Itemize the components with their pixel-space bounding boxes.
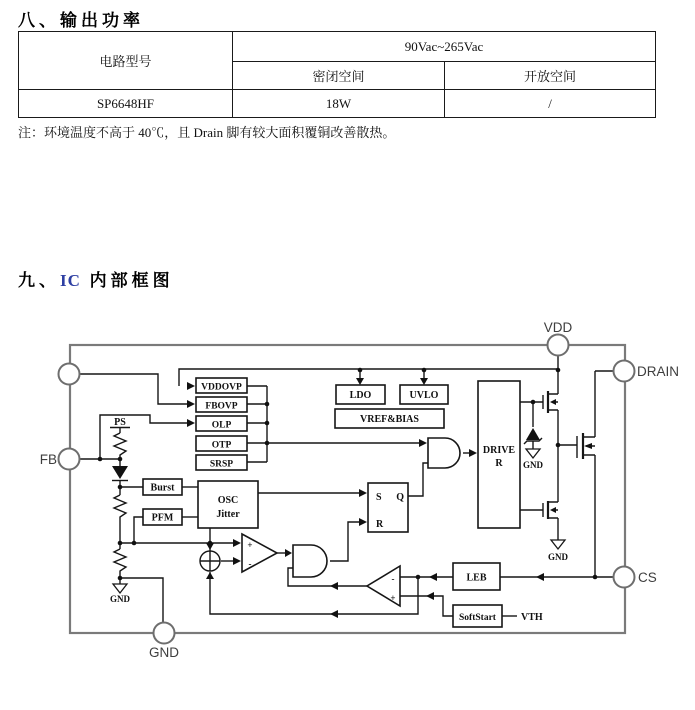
ground-symbol — [526, 449, 540, 458]
pin-gnd — [154, 623, 175, 644]
pin-gnd-label: GND — [149, 645, 179, 660]
summing-junction — [200, 551, 220, 571]
table-cell-enclosed-value: 18W — [233, 90, 445, 118]
thermal-note: 注：环境温度不高于 40℃，且 Drain 脚有较大面积覆铜改善散热。 — [18, 125, 396, 140]
latch-q-label: Q — [396, 492, 404, 503]
block-ldo: LDO — [349, 390, 372, 401]
minus-sign: - — [248, 559, 252, 569]
driver-mosfets — [543, 391, 577, 562]
cs-comparator — [367, 566, 400, 606]
gate-zener — [523, 428, 544, 470]
pin-cs — [614, 567, 635, 588]
block-vddovp: VDDOVP — [201, 382, 242, 393]
plus-sign: + — [390, 593, 396, 603]
block-pfm: PFM — [151, 512, 174, 524]
block-srsp: SRSP — [209, 459, 234, 470]
resistor-upper — [114, 495, 126, 520]
plus-sign: + — [247, 540, 253, 550]
block-softstart: SoftStart — [459, 613, 496, 623]
protection-blocks — [196, 378, 247, 470]
vth-label: VTH — [521, 612, 543, 623]
ground-symbol — [551, 540, 565, 549]
block-leb: LEB — [466, 572, 487, 584]
zener-diode — [526, 428, 540, 440]
block-osc-jitter: Jitter — [216, 509, 240, 520]
block-uvlo: UVLO — [409, 390, 439, 401]
pin-fb-label: FB — [39, 452, 57, 467]
section-9-suffix: 内部框图 — [80, 271, 174, 290]
diode — [112, 466, 128, 479]
pin-unlabeled — [59, 364, 80, 385]
latch-r-label: R — [376, 519, 384, 530]
and-gate-driver — [428, 438, 460, 468]
pin-cs-label: CS — [638, 570, 657, 585]
pin-drain-label: DRAIN — [637, 364, 680, 379]
table-header-open-space: 开放空间 — [445, 62, 656, 90]
minus-sign: - — [391, 574, 395, 584]
ground-label: GND — [523, 460, 543, 470]
ground-symbol — [113, 584, 127, 593]
latch-s-label: S — [376, 492, 382, 503]
pin-vdd — [548, 335, 569, 356]
and-gate-pwm — [293, 545, 327, 577]
block-olp: OLP — [211, 420, 232, 431]
driver-block — [478, 381, 520, 528]
pin-drain — [614, 361, 635, 382]
block-fbovp: FBOVP — [205, 401, 238, 412]
pin-fb — [59, 449, 80, 470]
section-9-ic-text: IC — [60, 271, 81, 290]
table-cell-open-value: / — [445, 90, 656, 118]
ground-label: GND — [110, 594, 130, 604]
section-8-heading: 八、输出功率 — [18, 11, 144, 30]
block-driver-line1: DRIVE — [482, 445, 516, 456]
section-9-prefix: 九、 — [18, 271, 60, 290]
table-header-model: 电路型号 — [19, 32, 233, 90]
power-mosfet — [577, 371, 613, 577]
table-header-enclosed-space: 密闭空间 — [233, 62, 445, 90]
block-driver-line2: R — [495, 458, 503, 469]
sr-latch — [368, 483, 408, 532]
table-header-voltage-range: 90Vac~265Vac — [233, 32, 656, 62]
block-osc: OSC — [217, 495, 239, 506]
supply-blocks — [335, 385, 448, 428]
block-burst: Burst — [150, 482, 175, 494]
cs-blocks — [453, 563, 543, 627]
resistor-lower — [114, 549, 126, 574]
pwm-comparator — [242, 534, 277, 572]
table-cell-model: SP6648HF — [19, 90, 233, 118]
oscillator-blocks — [143, 479, 258, 528]
ground-label: GND — [548, 552, 568, 562]
ps-label: PS — [114, 417, 126, 428]
pin-vdd-label: VDD — [543, 320, 573, 335]
block-otp: OTP — [211, 440, 232, 451]
resistor-ps — [114, 433, 126, 457]
block-vref-bias: VREF&BIAS — [360, 414, 419, 425]
